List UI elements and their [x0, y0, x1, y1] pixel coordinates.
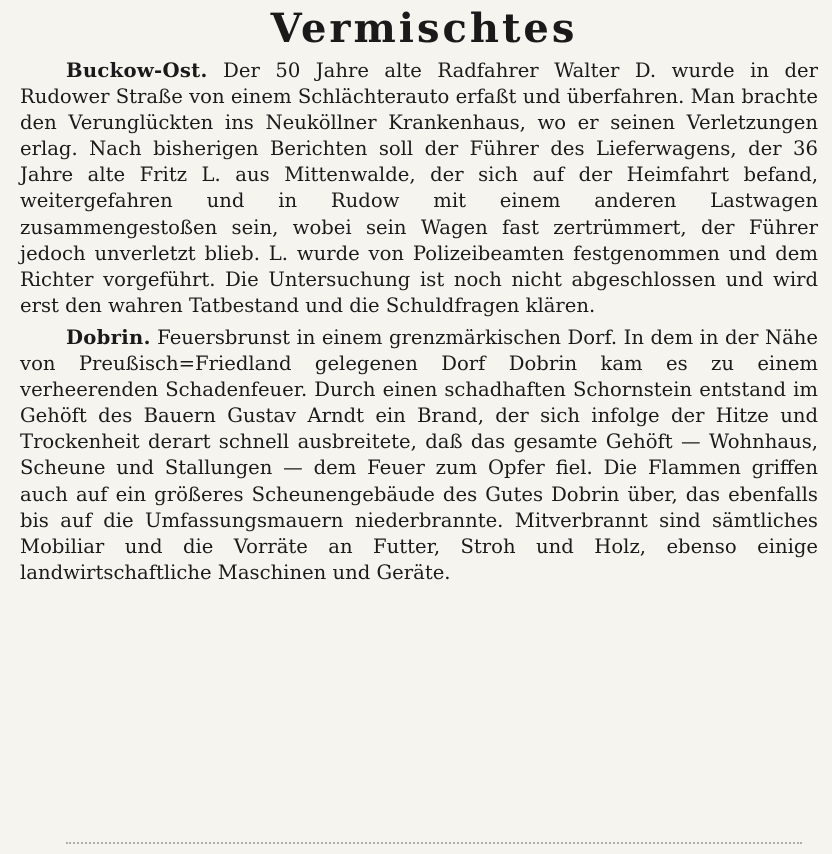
section-headline: Vermischtes [270, 5, 578, 52]
article-buckow-ost [20, 58, 818, 319]
article-dateline: Dobrin. [66, 325, 151, 349]
article-dateline: Buckow-Ost. [66, 59, 208, 82]
article-body: Feuersbrunst in einem grenzmärkischen Dorf. In dem in der Nähe von Preußisch=Friedland gelegenen Dorf Dobrin kam es zu einem verheerenden Schadenfeuer. Durch einen schadhaften Schornstein entstand im Gehöft des Bauern Gustav Arndt ein Brand, der sich infolge der Hitze und Trockenheit derart schnell ausbreitete, daß das gesamte Gehöft — Wohnhaus, Scheune und Stallungen — dem Feuer zum Opfer fiel. Die Flammen griffen auch auf ein größeres Scheunengebäude des Gutes Dobrin über, das ebenfalls bis auf die Umfassungsmauern niederbrannte. Mitverbrannt sind sämtliches Mobiliar und die Vorräte an Futter, Stroh und Holz, ebenso einige landwirtschaftliche Maschinen und Geräte. [20, 325, 818, 584]
cut-off-next-line [66, 842, 802, 854]
article-body: Der 50 Jahre alte Radfahrer Walter D. wurde in der Rudower Straße von einem Schlächterauto erfaßt und überfahren. Man brachte den Verunglückten ins Neuköllner Krankenhaus, wo er seinen Verletzungen erlag. Nach bisherigen Berichten soll der Führer des Lieferwagens, der 36 Jahre alte Fritz L. aus Mittenwalde, der sich auf der Heimfahrt befand, weitergefahren und in Rudow mit einem anderen Lastwagen zusammengestoßen sein, wobei sein Wagen fast zertrümmert, der Führer jedoch unverletzt blieb. L. wurde von Polizeibeamten festgenommen und dem Richter vorgeführt. Die Untersuchung ist noch nicht abgeschlossen und wird erst den wahren Tatbestand und die Schuldfragen klären. [20, 59, 818, 317]
article-dobrin [20, 325, 818, 586]
